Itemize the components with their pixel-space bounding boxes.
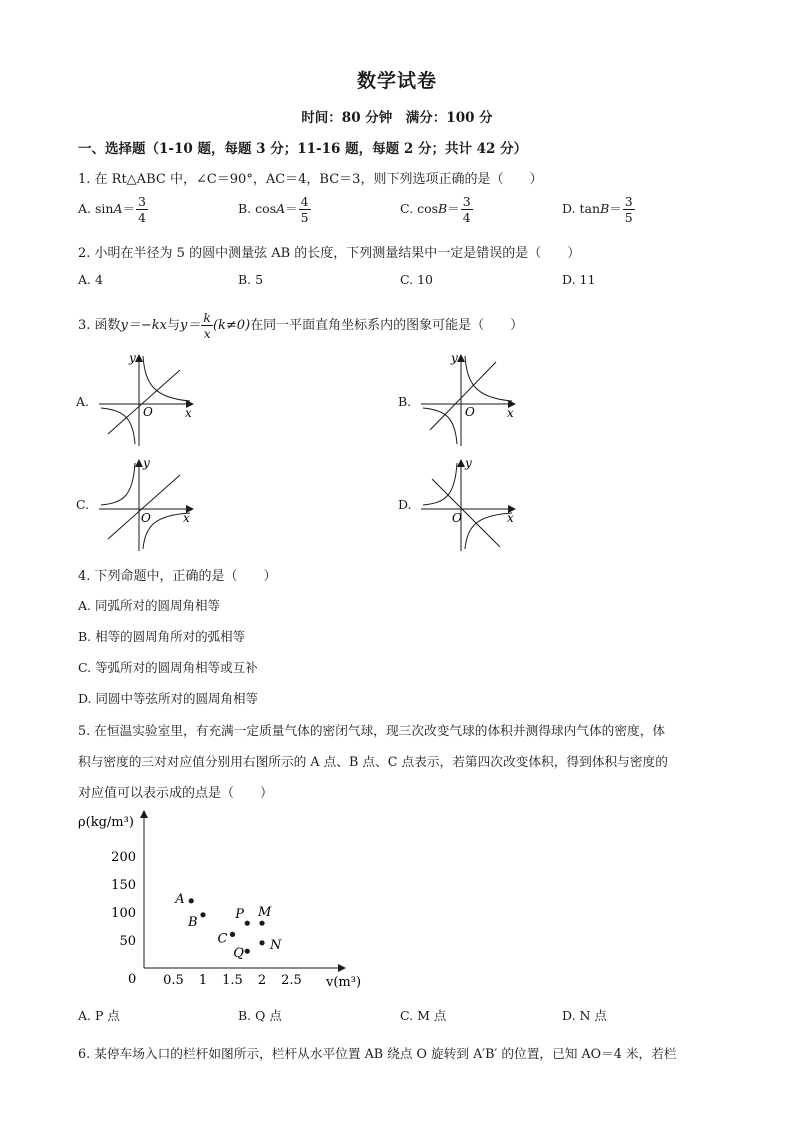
x-tick-label: 0.5 — [163, 973, 184, 988]
question-5-line-3: 对应值可以表示成的点是（ ） — [78, 786, 274, 801]
graph-d — [416, 453, 526, 553]
q2-option-a: A. 4 — [78, 272, 103, 287]
x-tick-label: 1 — [198, 973, 208, 988]
question-5-line-1: 5. 在恒温实验室里，有充满一定质量气体的密闭气球，现三次改变气球的体积并测得球内气体的密度，体 — [78, 723, 666, 738]
graph-b — [416, 348, 526, 448]
data-point-m — [259, 921, 264, 926]
q4-option-c: C. 等弧所对的圆周角相等或互补 — [78, 660, 258, 675]
y-tick-label: 100 — [111, 906, 136, 921]
q5-option-b: B. Q 点 — [238, 1008, 282, 1023]
data-point-a — [189, 898, 194, 903]
origin-label: O — [141, 511, 151, 525]
question-3-stem: 3. 函数y＝−kx与y＝ $\frac{k}{x}$ (k≠0)在同一平面直角坐标系内的图象可能是（ ） — [78, 310, 524, 341]
line-graph — [432, 479, 500, 547]
x-axis-label: v(m³) — [326, 975, 362, 990]
point-label-c: C — [217, 931, 228, 947]
line-graph — [108, 370, 180, 434]
y-tick-label: 150 — [111, 878, 136, 893]
question-6-line-1: 6. 某停车场入口的栏杆如图所示，栏杆从水平位置 AB 绕点 O 旋转到 A′B′ 的位置，已知 AO＝4 米，若栏 — [78, 1046, 677, 1061]
question-1-stem: 1. 在 Rt△ABC 中，∠C＝90°，AC＝4，BC＝3，则下列选项正确的是（ ） — [78, 172, 543, 187]
q1-option-d: D. tanB＝ $\frac{3}{5}$ — [562, 194, 633, 225]
graph-a-label: A. — [76, 394, 90, 409]
point-label-q: Q — [233, 946, 244, 962]
data-point-q — [245, 949, 250, 954]
x-axis-label: x — [507, 511, 514, 525]
q5-option-c: C. M 点 — [400, 1008, 447, 1023]
y-axis-label: ρ(kg/m³) — [78, 815, 134, 830]
question-2-stem: 2. 小明在半径为 5 的圆中测量弦 AB 的长度，下列测量结果中一定是错误的是（ ） — [78, 246, 581, 261]
origin-label: O — [465, 405, 475, 419]
origin-label: O — [452, 511, 462, 525]
origin-label: 0 — [128, 972, 137, 987]
x-tick-label: 2.5 — [281, 973, 302, 988]
data-point-c — [230, 932, 235, 937]
point-label-m: M — [258, 905, 272, 921]
hyperbola-branch-1 — [465, 356, 512, 401]
point-label-n: N — [270, 937, 282, 953]
q4-option-d: D. 同圆中等弦所对的圆周角相等 — [78, 691, 259, 706]
data-point-n — [259, 940, 264, 945]
y-tick-label: 200 — [111, 850, 136, 865]
y-axis-label: y — [143, 456, 150, 470]
q5-option-d: D. N 点 — [562, 1008, 607, 1023]
q2-option-b: B. 5 — [238, 272, 264, 287]
q4-option-b: B. 相等的圆周角所对的弧相等 — [78, 629, 246, 644]
q5-option-a: A. P 点 — [78, 1008, 120, 1023]
x-tick-label: 2 — [257, 973, 267, 988]
y-tick-label: 50 — [119, 934, 136, 949]
point-label-b: B — [188, 914, 198, 930]
question-5-line-2: 积与密度的三对对应值分别用右图所示的 A 点、B 点、C 点表示，若第四次改变体积，得到体积与密度的 — [78, 754, 668, 769]
point-label-p: P — [235, 907, 244, 923]
hyperbola-branch-1 — [143, 356, 190, 401]
line-graph — [108, 475, 180, 539]
page-title: 数学试卷 — [356, 70, 437, 92]
q4-option-a: A. 同弧所对的圆周角相等 — [78, 598, 220, 613]
graph-a — [94, 348, 204, 448]
hyperbola-branch-2 — [101, 408, 135, 444]
hyperbola-branch-2 — [423, 408, 457, 444]
question-4-stem: 4. 下列命题中，正确的是（ ） — [78, 569, 277, 584]
y-axis-label: y — [465, 456, 472, 470]
origin-label: O — [143, 405, 153, 419]
graph-c-label: C. — [76, 497, 90, 512]
q2-option-d: D. 11 — [562, 272, 596, 287]
data-point-p — [245, 921, 250, 926]
graph-d-label: D. — [398, 497, 412, 512]
point-label-a: A — [175, 891, 185, 907]
exam-info: 时间：80 分钟 满分：100 分 — [301, 110, 493, 126]
hyperbola-branch-1 — [101, 463, 135, 505]
x-axis-label: x — [183, 511, 190, 525]
density-volume-chart — [74, 808, 374, 998]
q1-option-a: A. sinA＝ $\frac{3}{4}$ — [78, 194, 146, 225]
x-axis-label: x — [185, 406, 192, 420]
section-heading: 一、选择题（1-10 题，每题 3 分；11-16 题，每题 2 分；共计 42 分） — [78, 141, 528, 157]
y-axis-label: y — [451, 351, 458, 365]
y-axis-label: y — [129, 351, 136, 365]
graph-b-label: B. — [398, 394, 412, 409]
x-tick-label: 1.5 — [222, 973, 243, 988]
data-point-b — [200, 912, 205, 917]
q1-option-b: B. cosA＝ $\frac{4}{5}$ — [238, 194, 309, 225]
q2-option-c: C. 10 — [400, 272, 433, 287]
x-axis-label: x — [507, 406, 514, 420]
graph-c — [94, 453, 204, 553]
q1-option-c: C. cosB＝ $\frac{3}{4}$ — [400, 194, 471, 225]
line-graph — [430, 362, 496, 430]
